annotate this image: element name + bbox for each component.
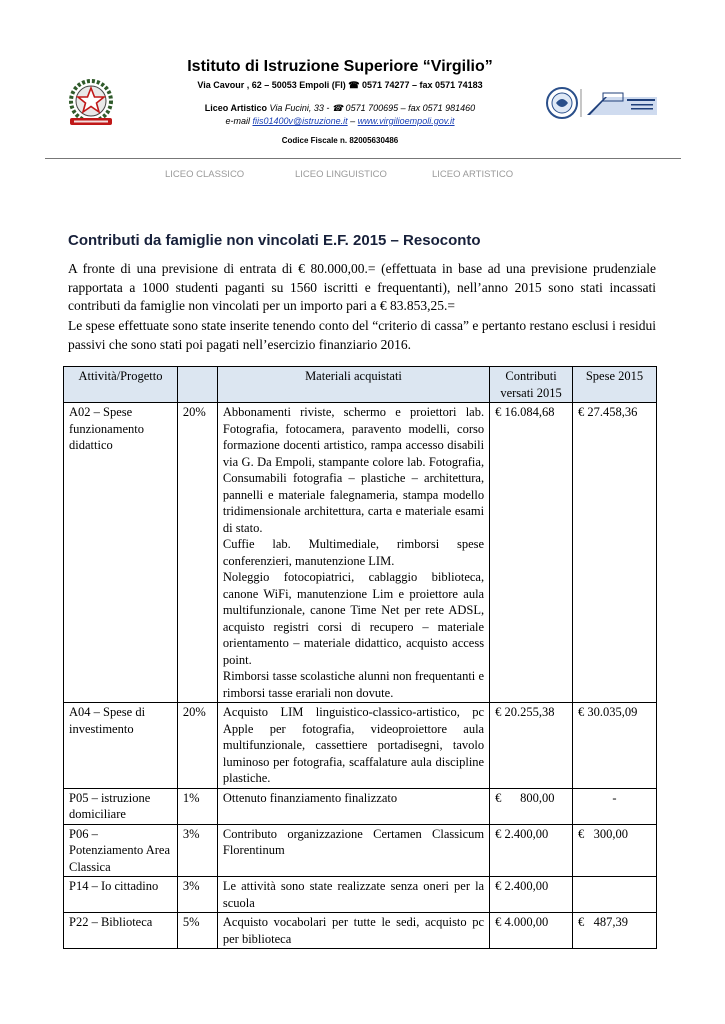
row-contributions: € 800,00 [490,788,573,824]
table-row [64,403,657,703]
row-materials [217,824,489,877]
row-percent: 20% [177,703,217,789]
row-spending [573,877,657,913]
row-spending: € 300,00 [573,824,657,877]
nav-liceo-linguistico[interactable]: LICEO LINGUISTICO [295,169,387,180]
row-activity: A04 – Spese di investimento [64,703,178,789]
document-title: Contributi da famiglie non vincolati E.F. 2015 – Resoconto [68,232,481,249]
liceo-artistico-info [130,103,550,114]
table-row [64,913,657,949]
email-prefix: e-mail [225,116,253,126]
materials-text: Contributo organizzazione Certamen Classicum Florentinum [222,826,485,857]
row-activity: P22 – Biblioteca [64,913,178,949]
school-address: Via Cavour , 62 – 50053 Empoli (FI) ☎ 0571 74277 – fax 0571 74183 [197,80,483,90]
row-activity: P06 – Potenziamento Area Classica [64,824,178,877]
contact-line [130,116,550,126]
row-spending: € 27.458,36 [573,403,657,703]
paragraph-revenue: A fronte di una previsione di entrata di € 80.000,00.= (effettuata in base ad una previsione prudenziale rapportata a 1000 studenti paganti su 1560 iscritti e frequentanti), nell’anno 2015 sono stati incassati contributi da famiglie non vincolati per un importo pari a € 83.853,25.= [68,261,656,313]
row-materials [217,403,489,703]
materials-text: Acquisto vocabolari per tutte le sedi, acquisto pc per biblioteca [222,915,485,946]
header-activity: Attività/Progetto [64,367,178,403]
codice-fiscale: Codice Fiscale n. 82005630486 [281,136,399,145]
header-materials: Materiali acquistati [217,367,489,403]
row-activity: A02 – Spese funzionamento didattico [64,403,178,703]
website-link[interactable]: www.virgilioempoli.gov.it [357,116,455,126]
email-separator: – [347,116,358,126]
row-materials [217,703,489,789]
liceo-address: Via Fucini, 33 - ☎ 0571 700695 – fax 0571 981460 [266,103,476,113]
row-percent: 20% [177,403,217,703]
liceo-label: Liceo Artistico [204,103,267,113]
row-contributions: € 2.400,00 [490,824,573,877]
materials-text: Le attività sono state realizzate senza oneri per la scuola [222,879,485,910]
certification-logos-icon [545,85,660,127]
row-materials [217,913,489,949]
row-activity: P14 – Io cittadino [64,877,178,913]
nav-liceo-classico[interactable]: LICEO CLASSICO [165,169,245,180]
italian-republic-emblem-icon [60,72,122,134]
materials-text: Rimborsi tasse scolastiche alunni non frequentanti e rimborsi tasse erariali non dovute. [222,669,485,700]
materials-text: Cuffie lab. Multimediale, rimborsi spese conferenzieri, manutenzione LIM. [222,537,485,568]
row-spending: - [573,788,657,824]
table-row [64,824,657,877]
email-link[interactable]: fiis01400v@istruzione.it [252,116,348,126]
table-row [64,788,657,824]
row-percent: 3% [177,877,217,913]
materials-text: Acquisto LIM linguistico-classico-artistico, pc Apple per fotografia, videoproiettore aula multifunzionale, cassettiere portadisegni, tavolo luminoso per fotografia, scaffalature aula discipline plastiche. [222,705,485,785]
school-name: Istituto di Istruzione Superiore “Virgilio” [187,58,493,75]
header-percent [177,367,217,403]
header-contributions: Contributi versati 2015 [490,367,573,403]
materials-text: Abbonamenti riviste, schermo e proiettori lab. Fotografia, fotocamera, paravento modelli, corso formazione docenti artistico, rampa accesso disabili via G. Da Empoli, stampante colore lab. Fotografia, Consumabili fotografia – plastiche – architettura, pannelli e materiale falegnameria, stampa modello tridimensionale architettura, carta e materiale esami di stato. [222,405,485,535]
header-spending: Spese 2015 [573,367,657,403]
row-contributions: € 20.255,38 [490,703,573,789]
row-spending: € 487,39 [573,913,657,949]
table-header-row [64,367,657,403]
materials-text: Noleggio fotocopiatrici, cablaggio biblioteca, canone WiFi, manutenzione Lim e proiettore aula multifunzionale, canone Time Net per rete ADSL, acquisto registri corsi di recupero – materiale orientamento – materiale didattico, acquisto access point. [222,570,485,667]
table-row [64,877,657,913]
row-percent: 3% [177,824,217,877]
nav-liceo-artistico[interactable]: LICEO ARTISTICO [432,169,514,180]
row-contributions: € 16.084,68 [490,403,573,703]
table-row [64,703,657,789]
row-materials [217,788,489,824]
row-spending: € 30.035,09 [573,703,657,789]
row-percent: 1% [177,788,217,824]
row-contributions: € 4.000,00 [490,913,573,949]
row-percent: 5% [177,913,217,949]
row-materials [217,877,489,913]
materials-text: Ottenuto finanziamento finalizzato [222,790,398,805]
contributions-table [63,366,657,949]
paragraph-spending-criteria: Le spese effettuate sono state inserite tenendo conto del “criterio di cassa” e pertanto restano esclusi i residui passivi che sono stati poi pagati nell’esercizio finanziario 2016. [68,318,656,352]
row-contributions: € 2.400,00 [490,877,573,913]
row-activity: P05 – istruzione domiciliare [64,788,178,824]
header-divider [45,158,681,159]
